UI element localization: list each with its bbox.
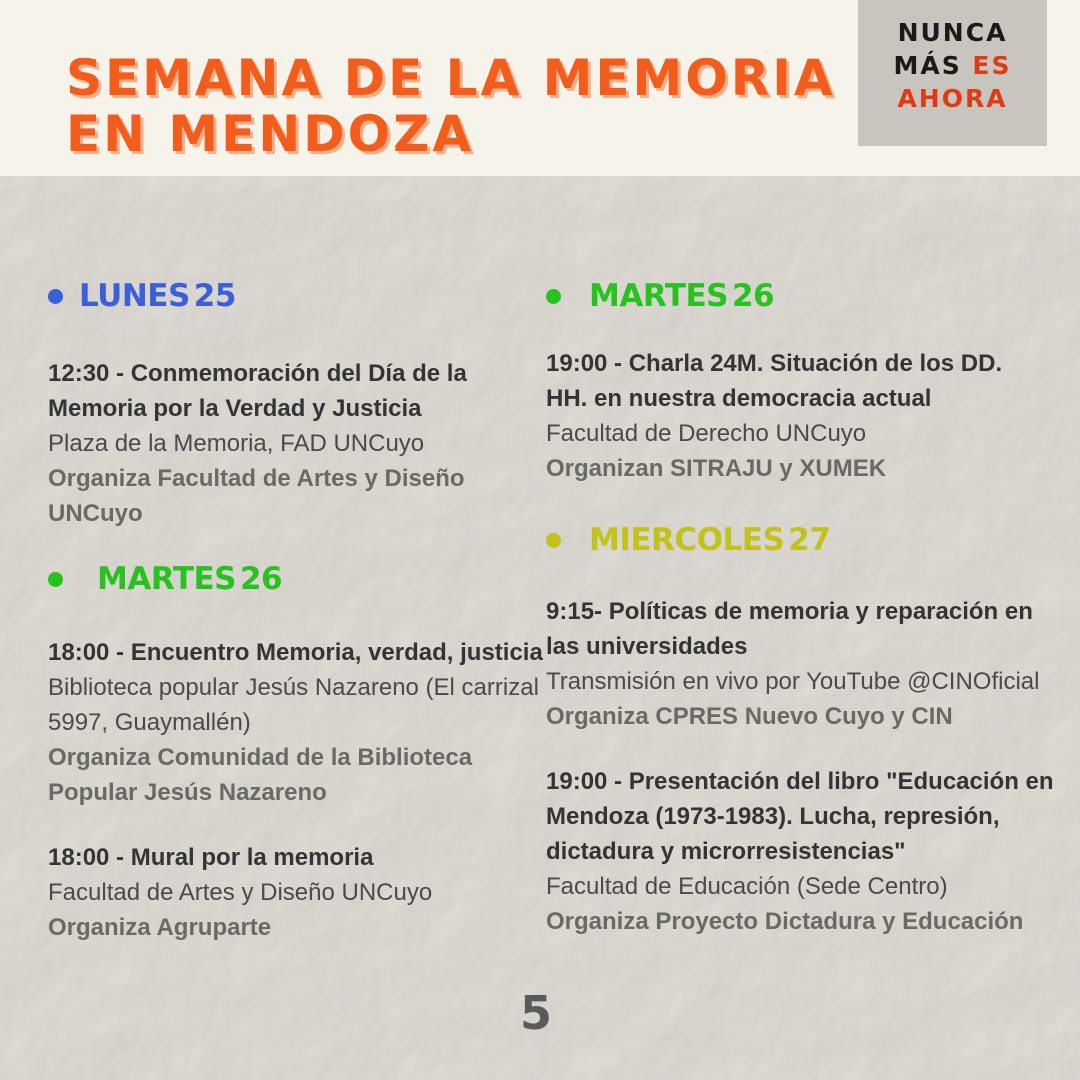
event-organizer: Organiza Facultad de Artes y Diseño UNCuyo xyxy=(48,465,465,527)
day-name: MIERCOLES xyxy=(589,522,785,558)
left-column xyxy=(48,276,548,945)
badge-line-3: AHORA xyxy=(897,84,1008,113)
badge-word-mas: MÁS xyxy=(893,51,962,80)
event-place: Plaza de la Memoria, FAD UNCuyo xyxy=(48,430,425,457)
day-name: LUNES xyxy=(79,278,190,314)
event-organizer: Organiza Comunidad de la Biblioteca Popular Jesús Nazareno xyxy=(48,744,473,806)
day-heading-lunes xyxy=(48,276,548,316)
event-item xyxy=(48,635,548,810)
day-heading-martes xyxy=(546,276,1046,316)
event-title: 19:00 - Charla 24M. Situación de los DD. HH. en nuestra democracia actual xyxy=(546,350,1003,412)
event-title: 12:30 - Conmemoración del Día de la Memoria por la Verdad y Justicia xyxy=(48,360,467,422)
event-item xyxy=(546,764,1056,939)
event-item xyxy=(48,356,548,531)
day-number: 25 xyxy=(193,278,236,314)
event-item xyxy=(546,346,1046,486)
event-place: Facultad de Educación (Sede Centro) xyxy=(546,873,948,900)
bullet-dot-icon xyxy=(48,289,63,304)
event-place: Facultad de Derecho UNCuyo xyxy=(546,420,867,447)
nunca-mas-badge xyxy=(858,0,1047,146)
badge-line-1: NUNCA xyxy=(897,18,1008,47)
day-heading-miercoles xyxy=(546,520,1046,560)
day-heading-martes xyxy=(48,559,548,599)
badge-line-2 xyxy=(858,49,1047,82)
day-number: 26 xyxy=(239,561,283,597)
page-title xyxy=(66,50,836,162)
event-organizer: Organizan SITRAJU y XUMEK xyxy=(546,455,887,482)
event-organizer: Organiza Proyecto Dictadura y Educación xyxy=(546,908,1024,935)
event-place: Transmisión en vivo por YouTube @CINOficial xyxy=(546,668,1040,695)
bullet-dot-icon xyxy=(546,289,561,304)
bullet-dot-icon xyxy=(48,572,63,587)
event-organizer: Organiza CPRES Nuevo Cuyo y CIN xyxy=(546,703,953,730)
event-organizer: Organiza Agruparte xyxy=(48,914,272,941)
day-name: MARTES xyxy=(97,561,236,597)
day-name: MARTES xyxy=(589,278,728,314)
day-number: 27 xyxy=(788,522,831,558)
event-place: Biblioteca popular Jesús Nazareno (El carrizal 5997, Guaymallén) xyxy=(48,674,539,736)
event-item xyxy=(546,594,1046,734)
day-number: 26 xyxy=(731,278,775,314)
right-column xyxy=(546,276,1054,939)
event-place: Facultad de Artes y Diseño UNCuyo xyxy=(48,879,433,906)
event-title: 18:00 - Mural por la memoria xyxy=(48,844,374,871)
event-item xyxy=(48,840,548,945)
event-title: 19:00 - Presentación del libro "Educación en Mendoza (1973-1983). Lucha, represión, dictadura y microrresistencias" xyxy=(546,768,1054,865)
bullet-dot-icon xyxy=(546,533,561,548)
event-title: 18:00 - Encuentro Memoria, verdad, justicia xyxy=(48,639,543,666)
event-title: 9:15- Políticas de memoria y reparación en las universidades xyxy=(546,598,1033,660)
badge-word-es: ES xyxy=(972,51,1012,80)
title-line-2: EN MENDOZA xyxy=(66,105,475,163)
page-number: 5 xyxy=(520,986,553,1040)
title-line-1: SEMANA DE LA MEMORIA xyxy=(66,49,836,107)
